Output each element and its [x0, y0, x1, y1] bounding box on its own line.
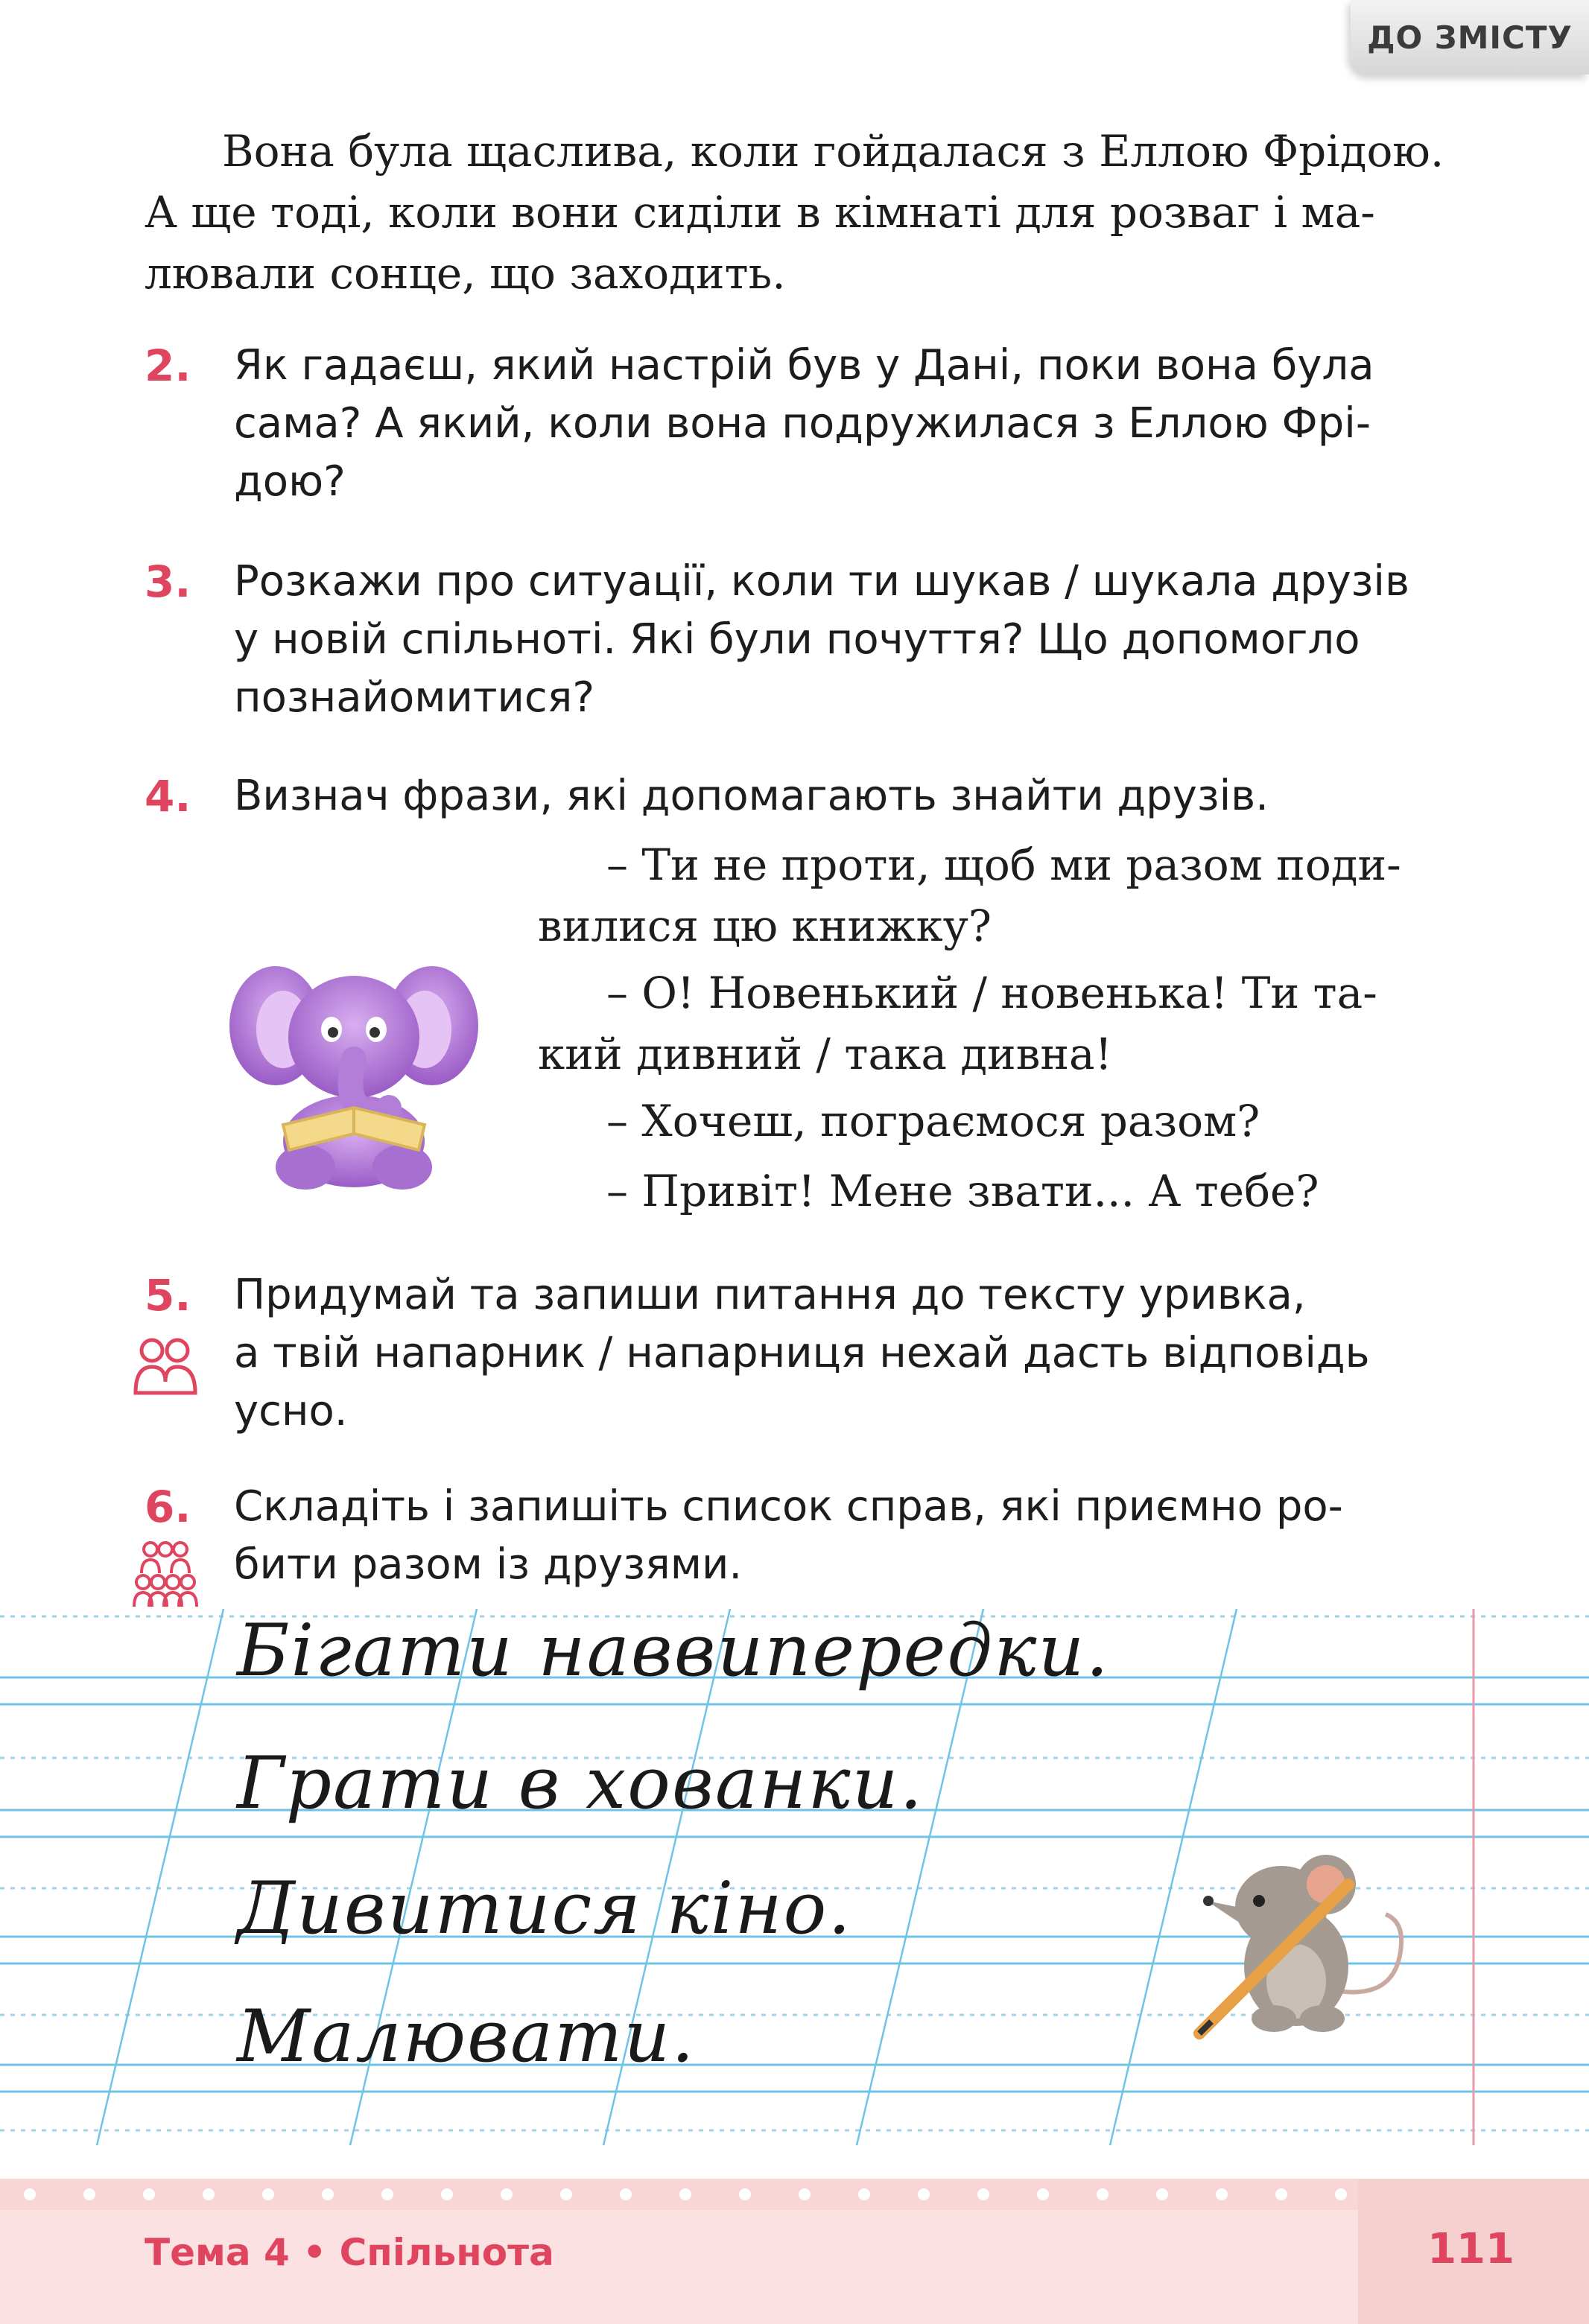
- phrase-line: вилися цю книжку?: [538, 901, 992, 951]
- task-line: усно.: [234, 1387, 348, 1435]
- task-number: 5.: [145, 1270, 191, 1321]
- task-number: 2.: [145, 340, 191, 391]
- phrase-text: – Ти не проти, щоб ми разом поди-: [606, 839, 1401, 890]
- task-line: у новій спільноті. Які були почуття? Що допомогло: [234, 615, 1360, 664]
- elephant-reading-illustration: [223, 955, 484, 1193]
- handwritten-line: Грати в хованки.: [237, 1742, 924, 1825]
- task-line: Визнач фрази, які допомагають знайти друзів.: [234, 772, 1269, 820]
- intro-paragraph: [145, 121, 1456, 304]
- phrase-list: [538, 834, 1462, 1222]
- footer-topic: Тема 4 • Спільнота: [145, 2231, 554, 2274]
- task-text: [234, 767, 1456, 825]
- phrase-line: [538, 834, 1462, 895]
- phrase-text: – Хочеш, пограємося разом?: [606, 1096, 1260, 1146]
- handwritten-line: Бігати наввипередки.: [237, 1609, 1110, 1692]
- phrase-line: [538, 962, 1462, 1023]
- page-footer: [0, 2179, 1589, 2324]
- pair-work-icon: [128, 1330, 203, 1404]
- phrase-line: кий дивний / така дивна!: [538, 1029, 1112, 1079]
- task-number: 4.: [145, 771, 191, 822]
- task-line: Складіть і запишіть список справ, які приємно ро-: [234, 1482, 1343, 1531]
- task-line: дою?: [234, 457, 346, 506]
- page-number: 111: [1427, 2225, 1515, 2273]
- mouse-with-pencil-illustration: [1177, 1817, 1445, 2056]
- task-text: [234, 337, 1456, 511]
- intro-line: лювали сонце, що заходить.: [145, 248, 786, 299]
- task-text: [234, 1478, 1456, 1594]
- task-line: познайомитися?: [234, 673, 595, 722]
- phrase-text: – Привіт! Мене звати... А тебе?: [606, 1166, 1319, 1216]
- task-number: 6.: [145, 1482, 191, 1532]
- group-work-icon: [128, 1536, 203, 1610]
- handwriting-lined-area: [0, 1609, 1589, 2145]
- task-text: [234, 1266, 1456, 1441]
- phrase-line: [538, 1161, 1462, 1222]
- task-line: Придумай та запиши питання до тексту уривка,: [234, 1271, 1306, 1319]
- task-text: [234, 553, 1456, 727]
- task-number: 3.: [145, 556, 191, 607]
- handwritten-line: Дивитися кіно.: [237, 1867, 852, 1950]
- task-line: бити разом із друзями.: [234, 1540, 743, 1589]
- phrase-text: – О! Новенький / новенька! Ти та-: [606, 968, 1377, 1018]
- task-line: сама? А який, коли вона подружилася з Еллою Фрі-: [234, 399, 1371, 448]
- intro-line-text: Вона була щаслива, коли гойдалася з Еллою Фрідою.: [222, 126, 1444, 177]
- intro-line: [145, 121, 1456, 182]
- phrase-line: [538, 1090, 1462, 1152]
- handwritten-line: Малювати.: [237, 1995, 696, 2078]
- task-line: Розкажи про ситуації, коли ти шукав / шукала друзів: [234, 557, 1409, 606]
- decorative-ornament-band: [0, 2179, 1589, 2210]
- intro-line: А ще тоді, коли вони сиділи в кімнаті для розваг і ма-: [145, 187, 1375, 238]
- task-line: а твій напарник / напарниця нехай дасть відповідь: [234, 1329, 1370, 1377]
- task-line: Як гадаєш, який настрій був у Дані, поки вона була: [234, 341, 1374, 390]
- toc-link[interactable]: ДО ЗМІСТУ: [1351, 0, 1589, 74]
